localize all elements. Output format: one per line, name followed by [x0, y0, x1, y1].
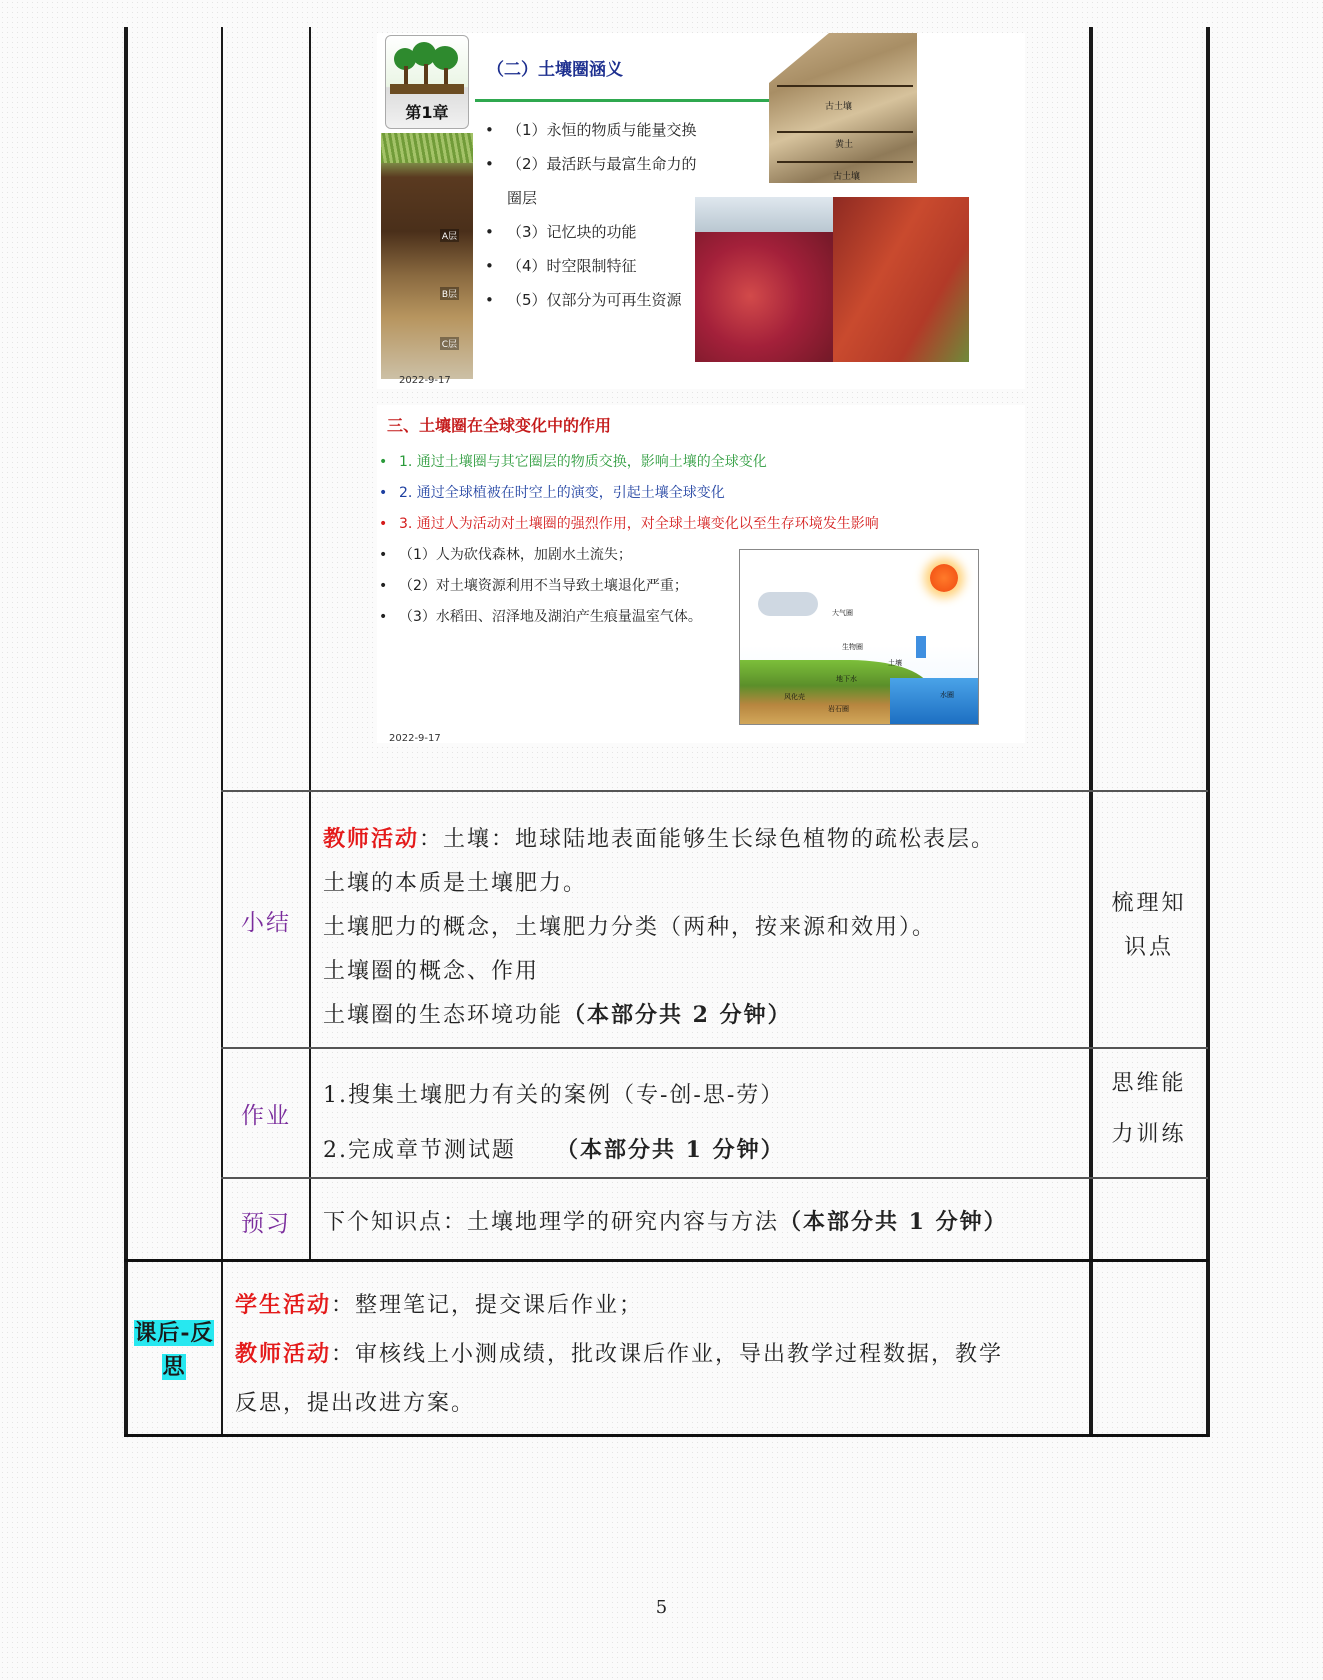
list-item: • （2）对土壤资源利用不当导致土壤退化严重； — [379, 578, 688, 594]
cliff-label: 古土壤 — [825, 102, 853, 112]
summary-line-3: 土壤肥力的概念，土壤肥力分类（两种，按来源和效用）。 — [323, 915, 937, 940]
list-item: • （5）仅部分为可再生资源 — [485, 291, 682, 309]
teacher-activity-label: 教师活动 — [323, 826, 420, 852]
page-number: 5 — [655, 1597, 668, 1618]
title-underline — [475, 99, 775, 102]
list-item: • （3）记忆块的功能 — [485, 223, 637, 241]
summary-line-2: 土壤的本质是土壤肥力。 — [323, 871, 588, 896]
summary-row-label: 小结 — [241, 910, 291, 936]
table-border-bottom — [124, 1434, 1209, 1437]
homework-objective-line-1: 思维能 — [1111, 1071, 1187, 1096]
teacher-activity-label: 教师活动 — [235, 1341, 332, 1367]
summary-line-5: 土壤圈的生态环境功能（本部分共 2 分钟） — [323, 1002, 792, 1028]
homework-row-label: 作业 — [241, 1103, 291, 1129]
diagram-label: 生物圈 — [842, 643, 863, 651]
cloud-icon — [758, 592, 818, 616]
slide-title: （二）土壤圈涵义 — [487, 60, 623, 80]
teacher-reflection-line-1: 教师活动：审核线上小测成绩，批改课后作业，导出教学过程数据，教学 — [235, 1341, 1004, 1367]
list-item: • （2）最活跃与最富生命力的 — [485, 155, 697, 173]
table-col-divider-3 — [1089, 27, 1093, 1437]
time-note: （本部分共 1 分钟） — [779, 1209, 1008, 1235]
meaning-list — [485, 113, 697, 317]
reflection-row-label: 课后-反 思 — [134, 1320, 214, 1380]
row-line-preview-top — [221, 1177, 1208, 1179]
student-activity-label: 学生活动 — [235, 1292, 332, 1318]
horizon-label-b: B层 — [440, 287, 459, 300]
slide-global-change-role — [377, 405, 1025, 743]
diagram-label: 风化壳 — [784, 693, 805, 701]
summary-objective-line-2: 识点 — [1123, 935, 1174, 960]
list-item: • （4）时空限制特征 — [485, 257, 637, 275]
table-border-right — [1206, 27, 1210, 1437]
slide-date: 2022-9-17 — [399, 375, 451, 386]
list-item: 圈层 — [507, 189, 538, 207]
teacher-reflection-line-2: 反思，提出改进方案。 — [235, 1391, 476, 1416]
diagram-label: 地下水 — [836, 675, 857, 683]
soil-profile-image — [381, 133, 473, 379]
tree-icon — [432, 46, 458, 70]
student-activity-line: 学生活动：整理笔记，提交课后作业； — [235, 1292, 644, 1318]
sun-icon — [930, 564, 958, 592]
slide-title: 三、土壤圈在全球变化中的作用 — [387, 416, 612, 435]
chapter-label: 第1章 — [405, 103, 449, 122]
loess-cliff-photo — [769, 33, 917, 183]
list-item: • （1）永恒的物质与能量交换 — [485, 121, 697, 139]
row-line-summary-top — [221, 790, 1208, 792]
slide-soil-sphere-meaning — [377, 33, 1025, 389]
row-line-reflection-top — [124, 1259, 1209, 1262]
homework-line-2: 2.完成章节测试题 （本部分共 1 分钟） — [323, 1137, 785, 1163]
diagram-label: 土壤 — [888, 659, 902, 667]
cliff-label: 黄土 — [835, 140, 854, 150]
list-item: • 1. 通过土壤圈与其它圈层的物质交换，影响土壤的全球变化 — [379, 454, 767, 470]
time-note: （本部分共 1 分钟） — [556, 1137, 785, 1163]
diagram-label: 水圈 — [940, 691, 954, 699]
preview-text: 下个知识点：土壤地理学的研究内容与方法（本部分共 1 分钟） — [323, 1209, 1008, 1235]
summary-line-4: 土壤圈的概念、作用 — [323, 959, 540, 984]
slide-date: 2022-9-17 — [389, 733, 441, 743]
homework-objective-line-2: 力训练 — [1111, 1122, 1187, 1147]
cliff-label: 古土壤 — [833, 172, 861, 182]
arrow-up-icon — [916, 636, 926, 658]
list-item: • 3. 通过人为活动对土壤圈的强烈作用，对全球土壤变化以至生存环境发生影响 — [379, 516, 879, 532]
list-item: • （1）人为砍伐森林，加剧水土流失； — [379, 547, 632, 563]
diagram-label: 岩石圈 — [828, 705, 849, 713]
table-col-divider-1 — [221, 27, 223, 1437]
homework-line-1: 1.搜集土壤肥力有关的案例（专-创-思-劳） — [323, 1083, 785, 1108]
table-col-divider-2 — [309, 27, 311, 1261]
summary-line-1: 教师活动：土壤：地球陆地表面能够生长绿色植物的疏松表层。 — [323, 826, 996, 852]
table-border-left — [124, 27, 128, 1437]
horizon-label-a: A层 — [440, 229, 459, 242]
time-note: （本部分共 2 分钟） — [563, 1002, 792, 1028]
red-soil-photo-2 — [833, 197, 969, 362]
chapter-logo — [385, 35, 469, 129]
summary-objective-line-1: 梳理知 — [1111, 891, 1187, 916]
red-soil-photo-1 — [695, 197, 833, 362]
horizon-label-c: C层 — [440, 337, 459, 350]
row-line-homework-top — [221, 1047, 1208, 1049]
earth-spheres-diagram — [739, 549, 979, 725]
preview-row-label: 预习 — [241, 1211, 291, 1237]
list-item: • 2. 通过全球植被在时空上的演变，引起土壤全球变化 — [379, 485, 725, 501]
diagram-label: 大气圈 — [832, 609, 853, 617]
list-item: • （3）水稻田、沼泽地及湖泊产生痕量温室气体。 — [379, 609, 702, 625]
